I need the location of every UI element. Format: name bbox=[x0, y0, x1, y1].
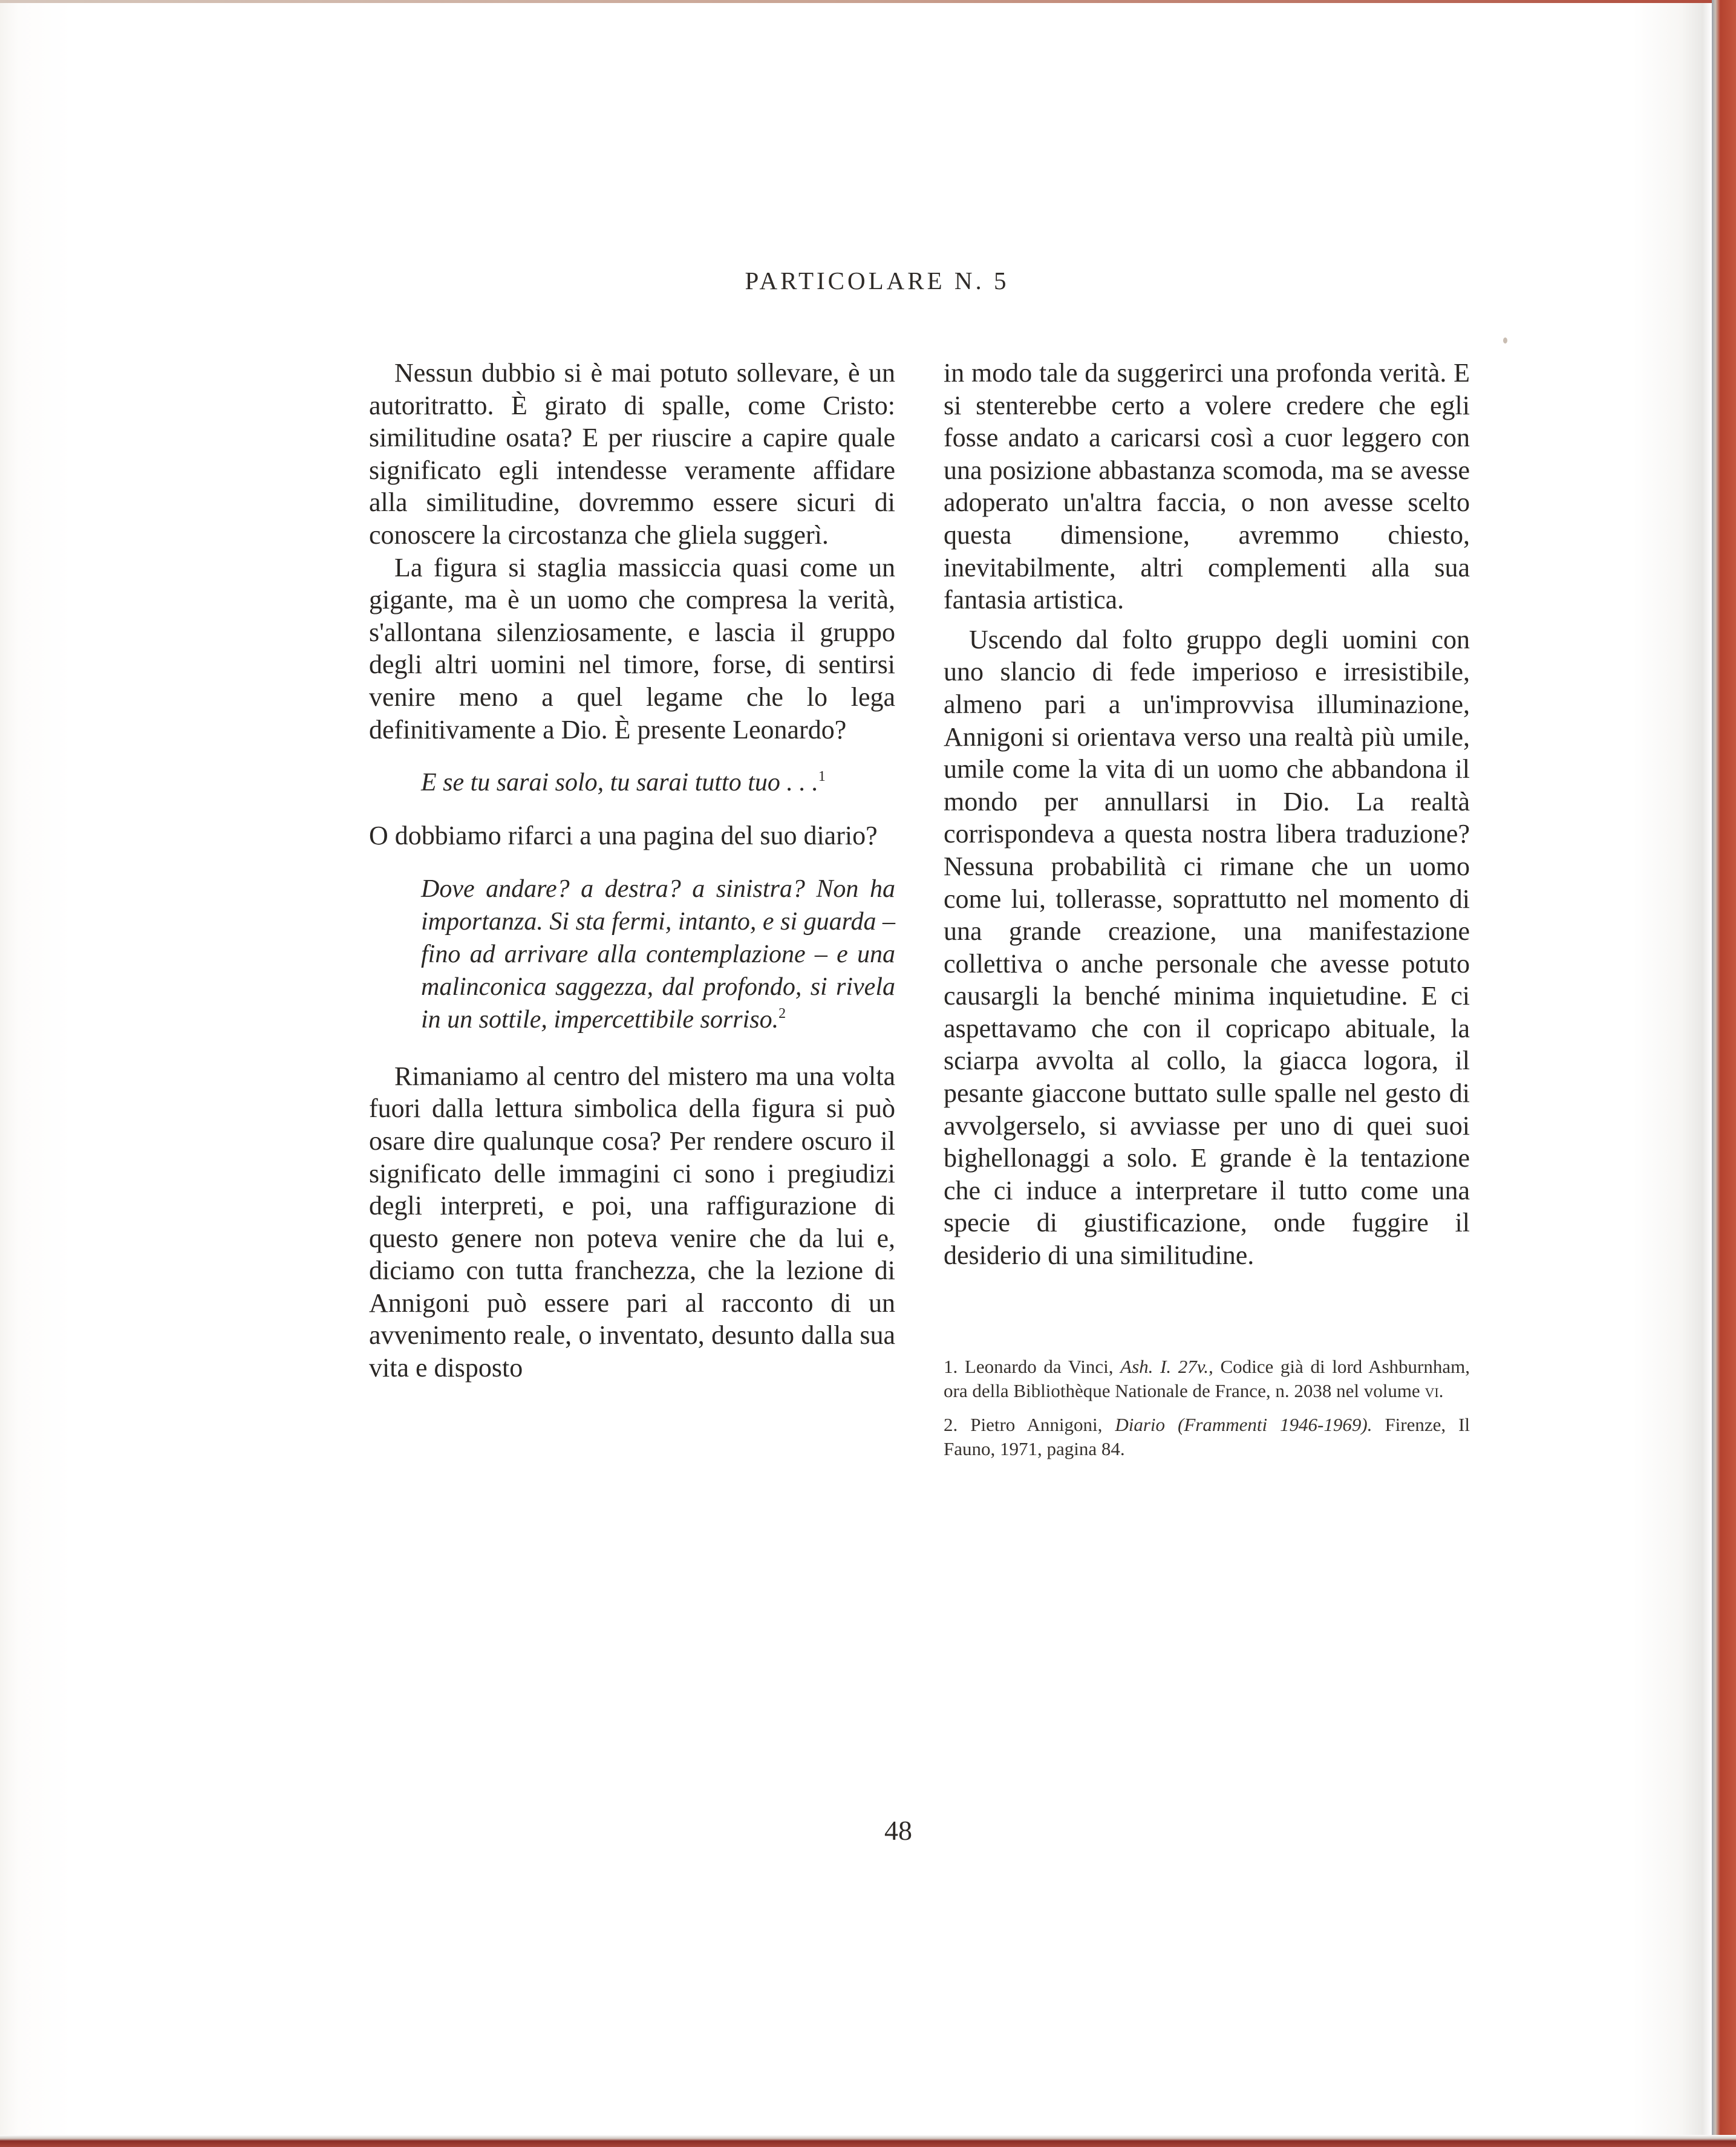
footnote-number: 1. bbox=[944, 1356, 958, 1377]
footnote-2 bbox=[944, 1413, 1470, 1461]
footnote-work: Diario bbox=[1115, 1414, 1166, 1435]
block-quote bbox=[421, 766, 895, 799]
footnote-subtitle: (Frammenti 1946-1969). bbox=[1178, 1414, 1372, 1435]
page-bottom-edge bbox=[0, 2135, 1736, 2147]
page-number: 48 bbox=[884, 1815, 912, 1846]
paragraph: La figura si staglia massiccia quasi come un gigante, ma è un uomo che compresa la verità, s'allontana silenziosamente, e lascia il gruppo degli altri uomini nel timore, forse, di sentirsi venire meno a quel legame che lo lega definitivamente a Dio. È presente Leonardo? bbox=[369, 552, 895, 744]
quote-text: Dove andare? a destra? a sinistra? Non ha importanza. Si sta fermi, intanto, e si guarda – fino ad arrivare alla contemplazione – e una malinconica saggezza, dal profondo, si rivela in un sottile, impercettibile sorriso. bbox=[421, 875, 895, 1034]
footnote-ref: 1 bbox=[818, 769, 826, 785]
page-top-edge bbox=[0, 0, 1736, 3]
footnote-volume: vi. bbox=[1424, 1380, 1444, 1401]
paragraph: O dobbiamo rifarci a una pagina del suo diario? bbox=[369, 821, 878, 851]
right-column bbox=[944, 357, 1470, 1272]
footnote-work: Ash. I. 27v., bbox=[1120, 1356, 1213, 1377]
footnote-author: Leonardo da Vinci, bbox=[964, 1356, 1114, 1377]
book-cover-edge bbox=[1712, 0, 1736, 2147]
left-column bbox=[369, 357, 895, 1384]
paper-speck bbox=[1503, 337, 1507, 344]
quote-text: E se tu sarai solo, tu sarai tutto tuo . . . bbox=[421, 769, 818, 797]
paragraph: Uscendo dal folto gruppo degli uomini con uno slancio di fede imperioso e irresistibile, almeno pari a un'improvvisa illuminazione, Annigoni si orientava verso una realtà più umile, umile come la vita di un uomo che abbandona il mondo per annullarsi in Dio. La realtà corrispondeva a questa nostra libera traduzione? Nessuna probabilità ci rimane che un uomo come lui, tollerasse, soprattutto nel momento di una grande creazione, una manifestazione collettiva o anche personale che avesse potuto causargli la benché minima inquietudine. E ci aspettavamo che con il copricapo abituale, la sciarpa avvolta al collo, la giacca logora, il pesante giaccone buttato sulle spalle nel gesto di avvolgerselo, si avviasse per uno di quei suoi bighellonaggi a solo. E grande è la tentazione che ci induce a interpretare il tutto come una specie di giustificazione, onde fuggire il desiderio di una similitudine. bbox=[944, 624, 1470, 1271]
footnote-text: Codice già di lord Ashburnham, ora della Bibliothèque Nationale de France, n. 2038 nel volume bbox=[944, 1356, 1470, 1401]
footnote-1 bbox=[944, 1355, 1470, 1403]
section-heading: PARTICOLARE N. 5 bbox=[745, 267, 1010, 295]
footnote-ref: 2 bbox=[778, 1005, 786, 1021]
paragraph: Nessun dubbio si è mai potuto sollevare, è un autoritratto. È girato di spalle, come Cristo: similitudine osata? E per riuscire a capire quale significato egli intendesse veramente affidare alla similitudine, dovremmo essere sicuri di conoscere la circostanza che gliela suggerì. bbox=[369, 358, 895, 550]
footnote-author: Pietro Annigoni, bbox=[970, 1414, 1103, 1435]
footnote-number: 2. bbox=[944, 1414, 958, 1435]
footnote-text: Firenze, Il Fauno, 1971, pagina 84. bbox=[944, 1414, 1470, 1459]
paragraph: in modo tale da suggerirci una profonda verità. E si stenterebbe certo a volere credere che egli fosse andato a caricarsi così a cuor leggero con una posizione abbastanza scomoda, ma se avesse adoperato un'altra faccia, o non avesse scelto questa dimensione, avremmo chiesto, inevitabilmente, altri complementi alla sua fantasia artistica. bbox=[944, 358, 1470, 615]
block-quote bbox=[421, 873, 895, 1036]
paragraph: Rimaniamo al centro del mistero ma una volta fuori dalla lettura simbolica della figura si può osare dire qualunque cosa? Per rendere oscuro il significato delle immagini ci sono i pregiudizi degli interpreti, e poi, una raffigurazione di questo genere non poteva venire che da lui e, diciamo con tutta franchezza, che la lezione di Annigoni può essere pari al racconto di un avvenimento reale, o inventato, desunto dalla sua vita e disposto bbox=[369, 1061, 895, 1383]
footnotes bbox=[944, 1355, 1470, 1471]
